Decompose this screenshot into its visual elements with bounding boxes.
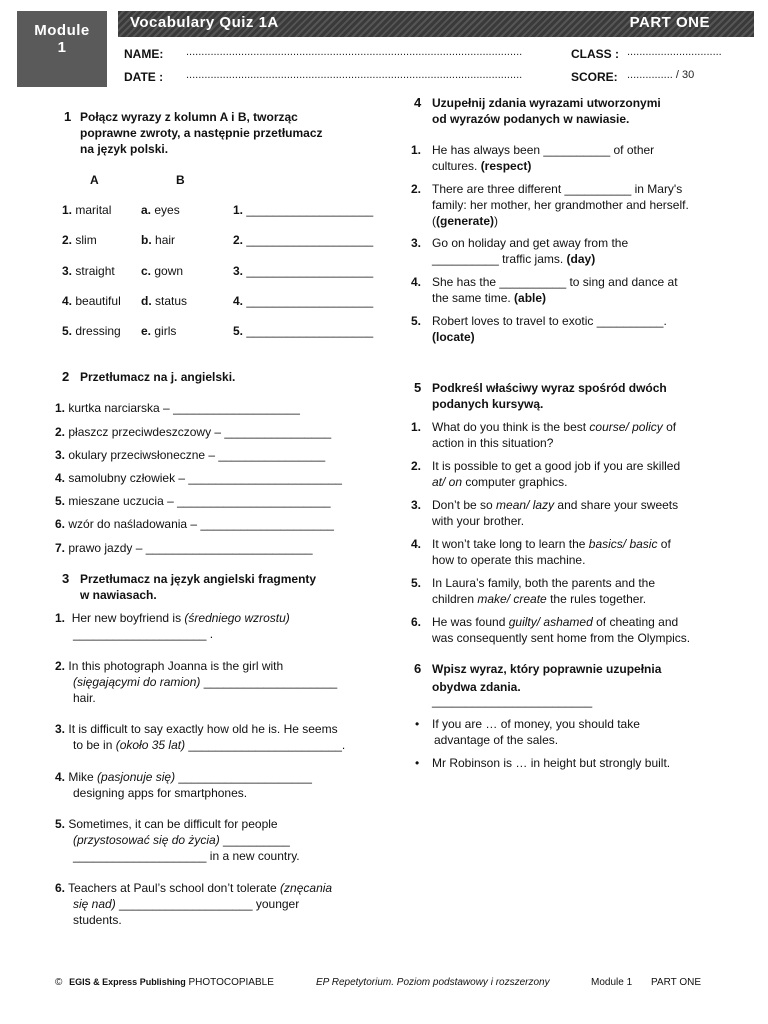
match-option: c. gown (141, 264, 184, 278)
module-label: Module (34, 22, 90, 39)
match-option: b. hair (141, 233, 176, 247)
section-1-title-line1: Połącz wyrazy z kolumn A i B, tworząc (80, 110, 298, 124)
list-item[interactable]: 7. prawo jazdy – _________________________ (55, 541, 313, 555)
list-item: 3. (411, 498, 422, 512)
sentence-line: Go on holiday and get away from the (432, 236, 629, 250)
list-item[interactable]: 1. kurtka narciarska – ___________________ (55, 401, 300, 415)
list-item[interactable]: 2. płaszcz przeciwdeszczowy – ________________ (55, 425, 332, 439)
sentence-line: how to operate this machine. (432, 553, 586, 567)
sentence-line[interactable]: It won’t take long to learn the basics/ basic of (432, 537, 671, 551)
section-6-number: 6 (414, 661, 422, 676)
match-row: 4. beautiful (62, 294, 121, 308)
answer-line[interactable]: 5. ___________________ (233, 324, 374, 338)
bullet-icon: • (415, 756, 420, 770)
sentence-line: action in this situation? (432, 436, 554, 450)
match-row: 5. dressing (62, 324, 121, 338)
photocopiable: PHOTOCOPIABLE (188, 977, 274, 988)
match-row: 1. marital (62, 203, 112, 217)
section-2-title: Przetłumacz na j. angielski. (80, 370, 236, 384)
part-label: PART ONE (629, 14, 710, 31)
sentence-line[interactable]: at/ on computer graphics. (432, 475, 568, 489)
bullet-sentence: Mr Robinson is … in height but strongly built. (432, 756, 671, 770)
answer-line[interactable]: (sięgającymi do ramion) ____________________ (73, 675, 338, 689)
hint-word: (locate) (432, 330, 475, 344)
sentence-line: family: her mother, her grandmother and herself. (432, 198, 689, 212)
sentence-line: the same time. (able) (432, 291, 547, 305)
match-option: d. status (141, 294, 188, 308)
list-item: 5. (411, 576, 422, 590)
section-4-title-line2: od wyrazów podanych w nawiasie. (432, 112, 630, 126)
name-field[interactable]: .............................................................................................................. (186, 46, 523, 58)
sentence-line: It is possible to get a good job if you are skilled (432, 459, 681, 473)
sentence-line: cultures. (respect) (432, 159, 532, 173)
answer-line[interactable]: ____________________ in a new country. (73, 849, 300, 863)
section-3-number: 3 (62, 571, 70, 586)
list-item: 3. It is difficult to say exactly how old he is. He seems (55, 722, 338, 736)
answer-line[interactable]: ____________________ . (73, 627, 214, 641)
title-bar (118, 11, 754, 37)
module-number: 1 (57, 39, 67, 56)
sentence-line[interactable]: He was found guilty/ ashamed of cheating and (432, 615, 679, 629)
answer-line[interactable]: 2. ___________________ (233, 233, 374, 247)
sentence-line: with your brother. (432, 514, 525, 528)
list-item: 6. Teachers at Paul’s school don’t tolerate (znęcania (55, 881, 333, 895)
sentence-line: was consequently sent home from the Olympics. (432, 631, 691, 645)
answer-line[interactable]: 4. ___________________ (233, 294, 374, 308)
section-1-number: 1 (64, 109, 72, 124)
class-field[interactable]: ............................... (627, 46, 722, 58)
section-5-number: 5 (414, 380, 422, 395)
section-6-title-line1: Wpisz wyraz, który poprawnie uzupełnia (432, 662, 662, 676)
sentence-line[interactable]: __________ traffic jams. (day) (432, 252, 596, 266)
bullet-sentence: If you are … of money, you should take (432, 717, 640, 731)
section-5-title-line2: podanych kursywą. (432, 397, 544, 411)
list-item[interactable]: 4. Mike (pasjonuje się) ____________________ (55, 770, 312, 784)
name-label: NAME: (124, 47, 164, 61)
sentence-line[interactable]: children make/ create the rules together. (432, 592, 647, 606)
quiz-title: Vocabulary Quiz 1A (130, 14, 279, 31)
list-item-continuation: students. (73, 913, 122, 927)
list-item: 4. (411, 537, 422, 551)
score-label: SCORE: (571, 70, 618, 84)
list-item[interactable]: 1. (411, 143, 422, 157)
list-item[interactable]: 5. mieszane uczucia – _______________________ (55, 494, 331, 508)
class-label: CLASS : (571, 47, 619, 61)
section-3-title-line2: w nawiasach. (80, 588, 157, 602)
footer-module: Module 1 (591, 977, 633, 988)
hint-word: ((generate)) (432, 214, 499, 228)
column-b-header: B (176, 173, 185, 187)
section-3-title-line1: Przetłumacz na język angielski fragmenty (80, 572, 317, 586)
module-badge (17, 11, 107, 87)
bullet-sentence: advantage of the sales. (434, 733, 559, 747)
list-item[interactable]: 6. wzór do naśladowania – ____________________ (55, 517, 334, 531)
list-item: 1. Her new boyfriend is (średniego wzrostu) (55, 611, 290, 625)
book-title: EP Repetytorium. Poziom podstawowy i rozszerzony (316, 977, 550, 988)
list-item: 1. (411, 420, 422, 434)
answer-line[interactable]: 1. ___________________ (233, 203, 374, 217)
list-item-continuation: hair. (73, 691, 96, 705)
date-field[interactable]: .............................................................................................................. (186, 69, 523, 81)
section-4-title-line1: Uzupełnij zdania wyrazami utworzonymi (432, 96, 661, 110)
answer-line[interactable]: się nad) ____________________ younger (73, 897, 300, 911)
sentence-line[interactable]: Don’t be so mean/ lazy and share your sweets (432, 498, 679, 512)
section-2-number: 2 (62, 369, 70, 384)
answer-line[interactable]: to be in (około 35 lat) _______________________. (73, 738, 346, 752)
sentence-line[interactable]: He has always been __________ of other (432, 143, 655, 157)
section-1-title-line2: poprawne zwroty, a następnie przetłumacz (80, 126, 323, 140)
list-item: 5. Sometimes, it can be difficult for people (55, 817, 278, 831)
sentence-line: In Laura’s family, both the parents and the (432, 576, 656, 590)
list-item[interactable]: 5. (411, 314, 422, 328)
publisher: EGIS & Express Publishing (69, 977, 186, 987)
list-item-continuation: designing apps for smartphones. (73, 786, 248, 800)
section-5-title-line1: Podkreśl właściwy wyraz spośród dwóch (432, 381, 667, 395)
list-item[interactable]: 2. (411, 182, 422, 196)
section-4-number: 4 (414, 95, 422, 110)
answer-line[interactable]: 3. ___________________ (233, 264, 374, 278)
match-row: 2. slim (62, 233, 97, 247)
list-item[interactable]: 3. okulary przeciwsłoneczne – ________________ (55, 448, 326, 462)
section-6-title-line2: obydwa zdania. (432, 680, 521, 694)
list-item: 2. In this photograph Joanna is the girl with (55, 659, 284, 673)
match-option: a. eyes (141, 203, 180, 217)
sentence-line[interactable]: There are three different __________ in Mary's (432, 182, 683, 196)
footer-left (55, 977, 274, 988)
footer-part: PART ONE (651, 977, 702, 988)
list-item[interactable]: 3. (411, 236, 422, 250)
answer-line[interactable]: ________________________ (432, 694, 593, 708)
date-label: DATE : (124, 70, 164, 84)
bullet-icon: • (415, 717, 420, 731)
answer-line[interactable]: (przystosować się do życia) __________ (73, 833, 290, 847)
list-item[interactable]: 4. (411, 275, 422, 289)
list-item[interactable]: 4. samolubny człowiek – _______________________ (55, 471, 342, 485)
column-a-header: A (90, 173, 99, 187)
match-row: 3. straight (62, 264, 115, 278)
list-item: 2. (411, 459, 422, 473)
score-field[interactable]: ............... / 30 (627, 69, 695, 81)
sentence-line[interactable]: She has the __________ to sing and dance at (432, 275, 678, 289)
list-item: 6. (411, 615, 422, 629)
section-1-title-line3: na język polski. (80, 142, 169, 156)
match-option: e. girls (141, 324, 177, 338)
sentence-line[interactable]: Robert loves to travel to exotic __________. (432, 314, 667, 328)
sentence-line[interactable]: What do you think is the best course/ policy of (432, 420, 677, 434)
copyright-icon: © (55, 977, 63, 988)
